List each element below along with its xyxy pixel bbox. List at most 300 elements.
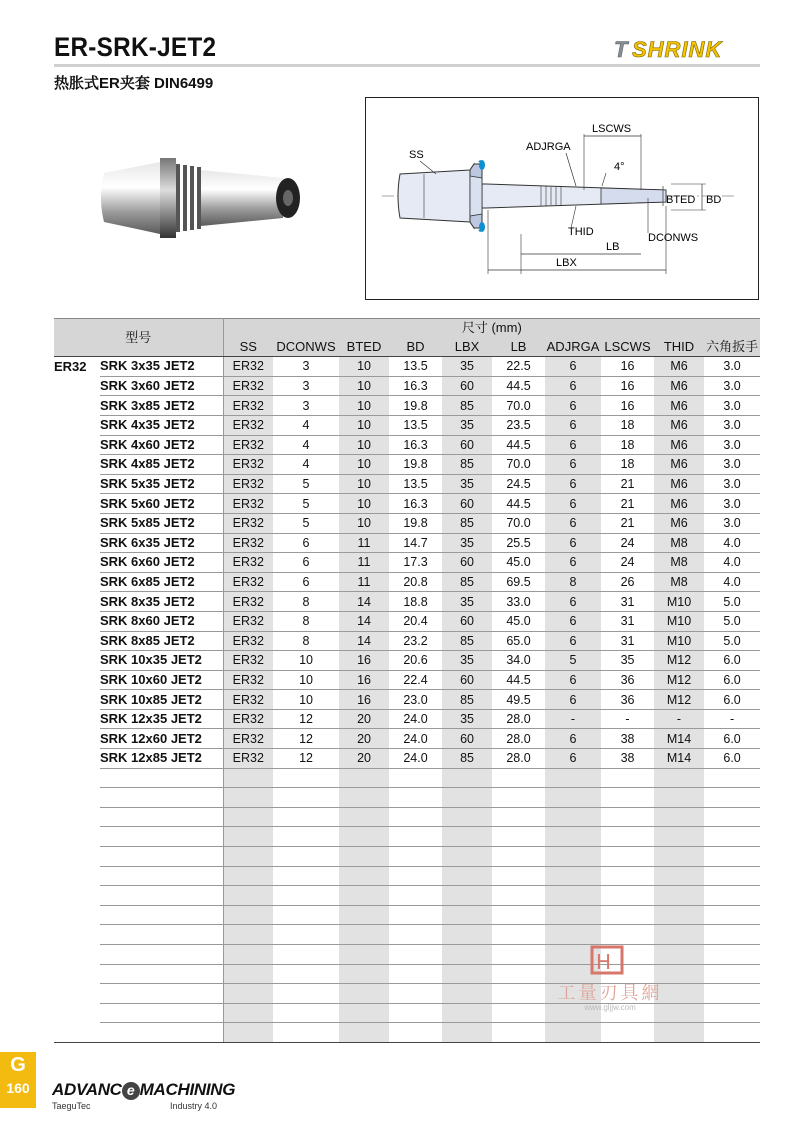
value-cell — [492, 905, 545, 925]
value-cell: 19.8 — [389, 396, 442, 416]
value-cell: 28.0 — [492, 709, 545, 729]
value-cell — [704, 807, 760, 827]
value-cell — [339, 945, 389, 965]
value-cell: 10 — [339, 513, 389, 533]
group-cell — [54, 513, 100, 533]
value-cell — [223, 768, 273, 788]
value-cell — [273, 788, 339, 808]
table-row — [54, 651, 760, 671]
spec-table — [54, 318, 760, 1043]
value-cell: 45.0 — [492, 553, 545, 573]
value-cell: M14 — [654, 749, 704, 769]
value-cell: - — [601, 709, 654, 729]
value-cell: 6 — [545, 474, 601, 494]
value-cell: 35 — [601, 651, 654, 671]
label-bted: BTED — [666, 194, 696, 206]
value-cell: 6 — [273, 553, 339, 573]
dimension-header: 尺寸 (mm) — [223, 319, 760, 338]
group-cell — [54, 533, 100, 553]
col-header: LSCWS — [601, 338, 654, 357]
value-cell: 16 — [339, 670, 389, 690]
value-cell: 12 — [273, 729, 339, 749]
value-cell — [492, 827, 545, 847]
value-cell: 4.0 — [704, 553, 760, 573]
value-cell: 11 — [339, 572, 389, 592]
group-cell — [54, 945, 100, 965]
value-cell — [339, 866, 389, 886]
value-cell — [442, 945, 492, 965]
value-cell: 36 — [601, 670, 654, 690]
value-cell: 35 — [442, 533, 492, 553]
value-cell — [654, 807, 704, 827]
watermark-text: 工量刃具網 — [557, 983, 663, 1004]
empty-row — [54, 866, 760, 886]
empty-row — [54, 925, 760, 945]
empty-row — [54, 768, 760, 788]
value-cell — [704, 964, 760, 984]
value-cell: 14 — [339, 611, 389, 631]
tshrink-logo — [612, 36, 762, 67]
value-cell: 4.0 — [704, 533, 760, 553]
value-cell: 3.0 — [704, 455, 760, 475]
section-tab — [0, 1052, 36, 1108]
value-cell — [601, 768, 654, 788]
value-cell: 10 — [273, 670, 339, 690]
table-row — [54, 690, 760, 710]
value-cell — [339, 768, 389, 788]
value-cell: 36 — [601, 690, 654, 710]
group-cell — [54, 788, 100, 808]
label-bd: BD — [706, 194, 722, 206]
value-cell: 20 — [339, 749, 389, 769]
value-cell: 18 — [601, 415, 654, 435]
value-cell: ER32 — [223, 592, 273, 612]
table-row — [54, 572, 760, 592]
value-cell: 16 — [601, 357, 654, 377]
model-cell: SRK 3x85 JET2 — [100, 396, 223, 416]
value-cell: 8 — [273, 592, 339, 612]
value-cell: 6 — [545, 611, 601, 631]
value-cell: 14.7 — [389, 533, 442, 553]
value-cell: 23.5 — [492, 415, 545, 435]
value-cell — [492, 964, 545, 984]
value-cell: 6 — [545, 729, 601, 749]
table-row — [54, 474, 760, 494]
group-cell — [54, 886, 100, 906]
svg-text:T: T — [614, 37, 628, 62]
value-cell: 44.5 — [492, 376, 545, 396]
value-cell — [442, 1023, 492, 1043]
value-cell: 10 — [339, 455, 389, 475]
value-cell — [339, 1003, 389, 1023]
value-cell: 6 — [545, 553, 601, 573]
value-cell: 12 — [273, 749, 339, 769]
value-cell: M6 — [654, 513, 704, 533]
group-cell — [54, 709, 100, 729]
value-cell: M6 — [654, 415, 704, 435]
value-cell: 44.5 — [492, 435, 545, 455]
value-cell — [704, 847, 760, 867]
value-cell: 3.0 — [704, 415, 760, 435]
value-cell: 85 — [442, 396, 492, 416]
value-cell — [492, 886, 545, 906]
value-cell — [492, 945, 545, 965]
value-cell — [389, 768, 442, 788]
model-cell: SRK 5x85 JET2 — [100, 513, 223, 533]
value-cell: M6 — [654, 435, 704, 455]
value-cell: 24 — [601, 533, 654, 553]
value-cell — [389, 964, 442, 984]
value-cell: M10 — [654, 592, 704, 612]
model-cell — [100, 945, 223, 965]
svg-text:H: H — [596, 950, 612, 974]
value-cell — [273, 866, 339, 886]
value-cell — [442, 925, 492, 945]
value-cell: 31 — [601, 631, 654, 651]
value-cell: ER32 — [223, 572, 273, 592]
model-cell: SRK 4x35 JET2 — [100, 415, 223, 435]
value-cell: 5 — [273, 474, 339, 494]
group-cell — [54, 376, 100, 396]
table-row — [54, 670, 760, 690]
value-cell: 4 — [273, 435, 339, 455]
empty-row — [54, 788, 760, 808]
empty-row — [54, 1023, 760, 1043]
value-cell: 23.0 — [389, 690, 442, 710]
value-cell — [492, 1003, 545, 1023]
value-cell: 16.3 — [389, 376, 442, 396]
value-cell: 24.0 — [389, 709, 442, 729]
value-cell — [223, 905, 273, 925]
value-cell — [273, 945, 339, 965]
col-header: LB — [492, 338, 545, 357]
value-cell: 25.5 — [492, 533, 545, 553]
value-cell: ER32 — [223, 611, 273, 631]
value-cell: 23.2 — [389, 631, 442, 651]
value-cell — [442, 847, 492, 867]
value-cell: 60 — [442, 494, 492, 514]
value-cell: 16 — [339, 651, 389, 671]
value-cell — [273, 984, 339, 1004]
value-cell: M6 — [654, 494, 704, 514]
value-cell: 35 — [442, 474, 492, 494]
col-header: BD — [389, 338, 442, 357]
empty-row — [54, 827, 760, 847]
model-cell: SRK 10x35 JET2 — [100, 651, 223, 671]
value-cell: 17.3 — [389, 553, 442, 573]
value-cell: 8 — [273, 611, 339, 631]
model-cell — [100, 984, 223, 1004]
value-cell: 45.0 — [492, 611, 545, 631]
model-cell — [100, 768, 223, 788]
table-row — [54, 592, 760, 612]
value-cell — [704, 768, 760, 788]
value-cell: 20 — [339, 729, 389, 749]
value-cell: 70.0 — [492, 455, 545, 475]
value-cell: 60 — [442, 376, 492, 396]
value-cell: M6 — [654, 357, 704, 377]
value-cell — [545, 1023, 601, 1043]
value-cell: 35 — [442, 709, 492, 729]
col-header: THID — [654, 338, 704, 357]
model-cell — [100, 886, 223, 906]
value-cell: M12 — [654, 670, 704, 690]
value-cell: 4 — [273, 455, 339, 475]
table-row — [54, 494, 760, 514]
value-cell: 4.0 — [704, 572, 760, 592]
group-cell — [54, 611, 100, 631]
value-cell: 38 — [601, 729, 654, 749]
group-cell — [54, 749, 100, 769]
value-cell: 12 — [273, 709, 339, 729]
value-cell: ER32 — [223, 513, 273, 533]
value-cell: M10 — [654, 631, 704, 651]
value-cell: 24.0 — [389, 729, 442, 749]
value-cell: 6 — [545, 670, 601, 690]
value-cell — [601, 886, 654, 906]
value-cell — [339, 827, 389, 847]
value-cell — [492, 768, 545, 788]
table-row — [54, 611, 760, 631]
value-cell — [545, 807, 601, 827]
watermark-logo — [540, 945, 680, 1020]
value-cell: 10 — [339, 357, 389, 377]
label-lscws: LSCWS — [592, 123, 632, 135]
value-cell — [601, 827, 654, 847]
value-cell — [223, 866, 273, 886]
value-cell: 3.0 — [704, 474, 760, 494]
page-title: ER-SRK-JET2 — [54, 32, 217, 62]
value-cell: 33.0 — [492, 592, 545, 612]
col-header: 六角扳手 — [704, 338, 760, 357]
value-cell: 5 — [273, 494, 339, 514]
value-cell — [654, 905, 704, 925]
model-cell: SRK 12x85 JET2 — [100, 749, 223, 769]
value-cell: ER32 — [223, 455, 273, 475]
value-cell: 6 — [545, 415, 601, 435]
table-row — [54, 435, 760, 455]
value-cell: 6 — [545, 455, 601, 475]
model-cell: SRK 12x35 JET2 — [100, 709, 223, 729]
value-cell: 44.5 — [492, 494, 545, 514]
value-cell — [339, 964, 389, 984]
value-cell: 60 — [442, 729, 492, 749]
value-cell: 3 — [273, 376, 339, 396]
value-cell — [492, 925, 545, 945]
value-cell: M8 — [654, 553, 704, 573]
value-cell: 14 — [339, 592, 389, 612]
value-cell: 69.5 — [492, 572, 545, 592]
value-cell — [273, 925, 339, 945]
value-cell — [704, 827, 760, 847]
table-row — [54, 631, 760, 651]
value-cell: 10 — [339, 494, 389, 514]
group-cell: ER32 — [54, 358, 87, 374]
value-cell: ER32 — [223, 749, 273, 769]
value-cell: 26 — [601, 572, 654, 592]
value-cell: 35 — [442, 357, 492, 377]
model-cell: SRK 5x60 JET2 — [100, 494, 223, 514]
empty-row — [54, 847, 760, 867]
table-row — [54, 709, 760, 729]
value-cell — [223, 964, 273, 984]
value-cell: ER32 — [223, 651, 273, 671]
value-cell: M6 — [654, 474, 704, 494]
value-cell — [704, 1003, 760, 1023]
taegutec-text: TaeguTec — [52, 1101, 91, 1111]
value-cell — [545, 925, 601, 945]
value-cell — [601, 1023, 654, 1043]
value-cell: 85 — [442, 455, 492, 475]
col-header: DCONWS — [273, 338, 339, 357]
value-cell: 85 — [442, 749, 492, 769]
value-cell: 6 — [545, 396, 601, 416]
value-cell — [389, 807, 442, 827]
value-cell: 5 — [273, 513, 339, 533]
value-cell — [273, 886, 339, 906]
col-header: LBX — [442, 338, 492, 357]
value-cell: 6.0 — [704, 651, 760, 671]
value-cell: M14 — [654, 729, 704, 749]
value-cell: 70.0 — [492, 396, 545, 416]
value-cell: 4 — [273, 415, 339, 435]
value-cell: 6.0 — [704, 670, 760, 690]
group-cell — [54, 553, 100, 573]
value-cell — [223, 807, 273, 827]
value-cell — [704, 886, 760, 906]
group-cell — [54, 827, 100, 847]
value-cell — [704, 1023, 760, 1043]
label-angle: 4° — [614, 161, 625, 173]
value-cell: 20.4 — [389, 611, 442, 631]
value-cell — [339, 905, 389, 925]
label-lbx: LBX — [556, 257, 577, 269]
value-cell: 21 — [601, 494, 654, 514]
value-cell: - — [545, 709, 601, 729]
group-cell — [54, 984, 100, 1004]
value-cell: 18 — [601, 435, 654, 455]
value-cell — [654, 788, 704, 808]
model-cell — [100, 807, 223, 827]
value-cell — [223, 1023, 273, 1043]
value-cell: 3.0 — [704, 513, 760, 533]
watermark-url: www.gljjw.com — [584, 1003, 636, 1012]
advance-machining-logo — [52, 1080, 235, 1111]
value-cell: 49.5 — [492, 690, 545, 710]
value-cell: M6 — [654, 376, 704, 396]
group-cell — [54, 925, 100, 945]
value-cell: 28.0 — [492, 749, 545, 769]
value-cell: 10 — [339, 415, 389, 435]
value-cell: 60 — [442, 553, 492, 573]
table-row — [54, 513, 760, 533]
label-lb: LB — [606, 241, 620, 253]
value-cell — [492, 984, 545, 1004]
value-cell: 16.3 — [389, 435, 442, 455]
model-cell: SRK 10x85 JET2 — [100, 690, 223, 710]
value-cell: 31 — [601, 611, 654, 631]
page-subtitle: 热胀式ER夹套 DIN6499 — [54, 75, 214, 92]
value-cell: 60 — [442, 670, 492, 690]
col-header: BTED — [339, 338, 389, 357]
model-cell — [100, 788, 223, 808]
value-cell — [389, 905, 442, 925]
value-cell — [704, 866, 760, 886]
value-cell: 10 — [339, 474, 389, 494]
value-cell: 8 — [273, 631, 339, 651]
value-cell: 85 — [442, 690, 492, 710]
value-cell — [545, 886, 601, 906]
value-cell: 6 — [545, 376, 601, 396]
value-cell — [442, 827, 492, 847]
value-cell — [273, 768, 339, 788]
table-row — [54, 357, 760, 377]
value-cell — [273, 1023, 339, 1043]
model-cell: SRK 6x85 JET2 — [100, 572, 223, 592]
value-cell: 3 — [273, 357, 339, 377]
value-cell: 5 — [545, 651, 601, 671]
model-cell: SRK 8x35 JET2 — [100, 592, 223, 612]
value-cell: 35 — [442, 415, 492, 435]
value-cell: 6 — [545, 631, 601, 651]
value-cell: ER32 — [223, 415, 273, 435]
table-row — [54, 553, 760, 573]
value-cell — [654, 847, 704, 867]
value-cell: 85 — [442, 513, 492, 533]
model-cell: SRK 6x60 JET2 — [100, 553, 223, 573]
empty-row — [54, 807, 760, 827]
value-cell — [545, 788, 601, 808]
value-cell: 31 — [601, 592, 654, 612]
value-cell: 3.0 — [704, 435, 760, 455]
value-cell: 6 — [545, 533, 601, 553]
value-cell: 3 — [273, 396, 339, 416]
value-cell — [273, 905, 339, 925]
value-cell: 6.0 — [704, 690, 760, 710]
value-cell — [654, 768, 704, 788]
value-cell: 34.0 — [492, 651, 545, 671]
value-cell: ER32 — [223, 690, 273, 710]
technical-drawing — [365, 97, 759, 300]
label-ss: SS — [409, 149, 424, 161]
value-cell: 21 — [601, 513, 654, 533]
empty-row — [54, 905, 760, 925]
value-cell — [339, 788, 389, 808]
value-cell — [704, 925, 760, 945]
value-cell: ER32 — [223, 709, 273, 729]
value-cell — [545, 827, 601, 847]
value-cell — [273, 964, 339, 984]
value-cell — [389, 925, 442, 945]
value-cell: 21 — [601, 474, 654, 494]
value-cell: 85 — [442, 572, 492, 592]
value-cell: 11 — [339, 533, 389, 553]
value-cell — [442, 866, 492, 886]
value-cell — [442, 1003, 492, 1023]
model-cell: SRK 4x85 JET2 — [100, 455, 223, 475]
value-cell: 20.6 — [389, 651, 442, 671]
model-cell — [100, 827, 223, 847]
group-cell — [54, 592, 100, 612]
value-cell: 60 — [442, 435, 492, 455]
table-row — [54, 415, 760, 435]
model-cell: SRK 8x60 JET2 — [100, 611, 223, 631]
value-cell: 65.0 — [492, 631, 545, 651]
value-cell: 19.8 — [389, 455, 442, 475]
value-cell: 3.0 — [704, 376, 760, 396]
model-cell — [100, 925, 223, 945]
value-cell: ER32 — [223, 376, 273, 396]
